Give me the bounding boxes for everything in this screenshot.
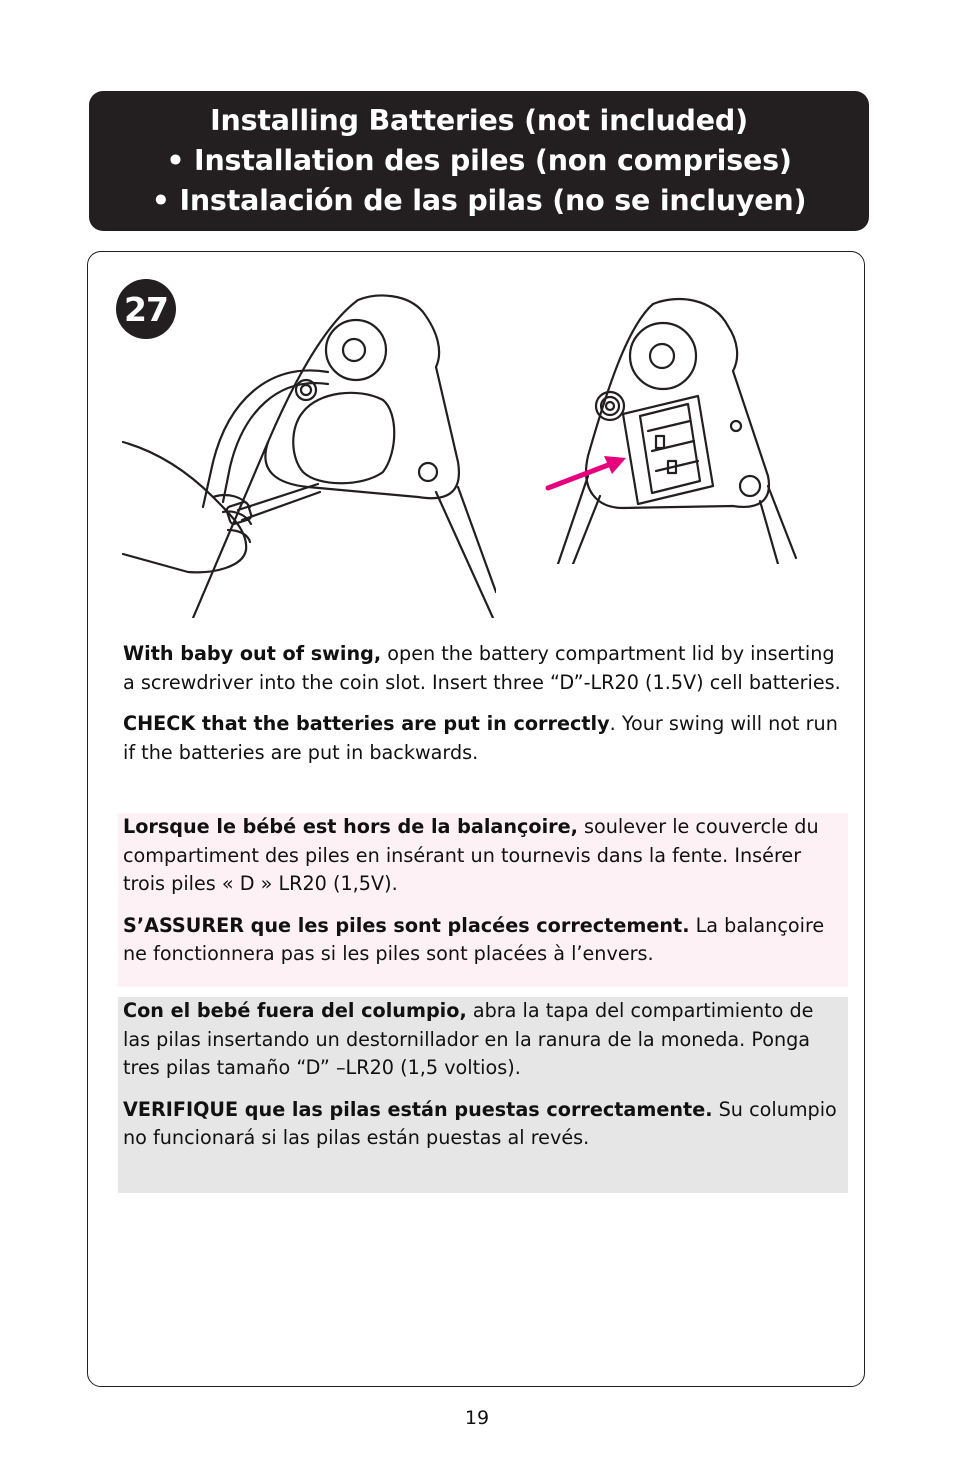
- page-number: 19: [464, 1407, 490, 1429]
- screwdriver-lid-illustration: [118, 292, 496, 618]
- spanish-check-text: VERIFIQUE que las pilas están puestas correctamente. Su columpio no funcionará si las pilas están puestas al revés.: [123, 1097, 837, 1149]
- battery-compartment-illustration: [528, 296, 804, 564]
- title-spanish: • Instalación de las pilas (no se incluyen): [151, 184, 807, 217]
- french-step-text: Lorsque le bébé est hors de la balançoire, soulever le couvercle du compartiment des piles en insérant un tournevis dans la fente. Insérer trois piles « D » LR20 (1,5V).: [123, 815, 819, 895]
- english-step-text: With baby out of swing, open the battery compartment lid by inserting a screwdriver into the coin slot. Insert three “D”-LR20 (1.5V) cell batteries.: [123, 642, 841, 694]
- french-instructions: [118, 813, 848, 987]
- english-check-text: CHECK that the batteries are put in correctly. Your swing will not run if the batteries are put in backwards.: [123, 712, 838, 764]
- spanish-instructions: [118, 997, 848, 1193]
- english-instructions: [118, 640, 848, 767]
- step-number-badge: 27: [116, 279, 176, 339]
- title-banner: [89, 91, 869, 231]
- spanish-step-text: Con el bebé fuera del columpio, abra la tapa del compartimiento de las pilas insertando un destornillador en la ranura de la moneda. Ponga tres pilas tamaño “D” –LR20 (1,5 voltios).: [123, 999, 814, 1079]
- title-french: • Installation des piles (non comprises): [166, 144, 792, 177]
- french-check-text: S’ASSURER que les piles sont placées correctement. La balançoire ne fonctionnera pas si les piles sont placées à l’envers.: [123, 913, 825, 965]
- title-english: Installing Batteries (not included): [210, 104, 748, 137]
